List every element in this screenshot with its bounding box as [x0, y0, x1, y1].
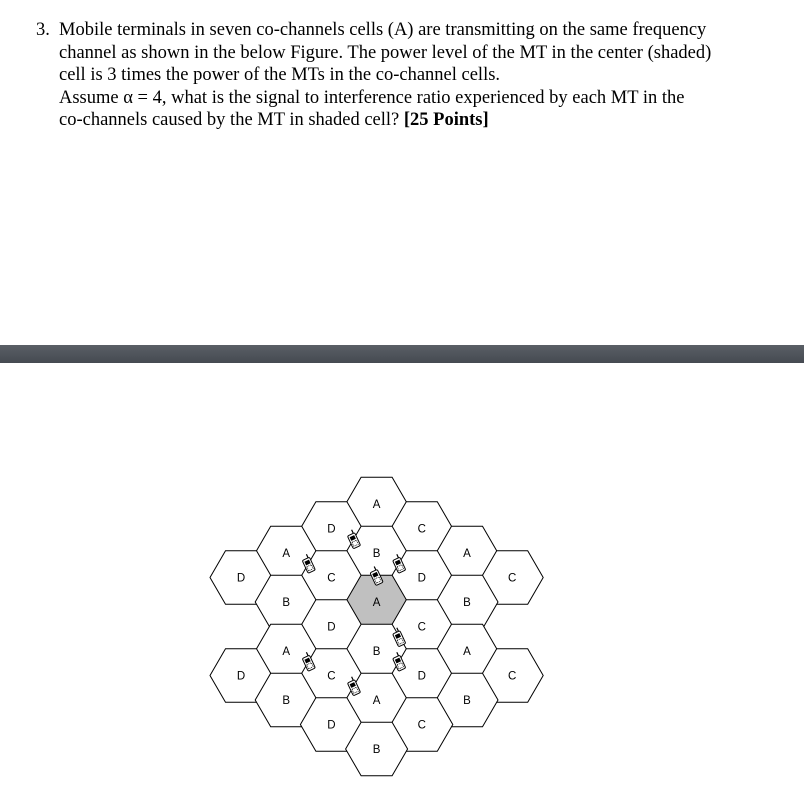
cell-label: B	[372, 548, 381, 560]
cell-label: A	[372, 695, 381, 707]
cell-label: B	[463, 597, 471, 609]
cell-label: A	[372, 499, 381, 511]
cell-label: B	[282, 695, 291, 707]
question-points: [25 Points]	[403, 110, 489, 130]
cell-label: C	[508, 572, 517, 585]
question-last-line: co-channels caused by the MT in shaded cell?	[59, 110, 400, 130]
cell-label: A	[372, 597, 381, 609]
question-number: 3.	[36, 20, 50, 40]
cell-label: C	[327, 572, 336, 585]
cell-label: C	[417, 719, 426, 732]
cell-label: C	[508, 670, 517, 683]
question-line: Mobile terminals in seven co-channels cells (A) are transmitting on the same frequency	[59, 20, 707, 40]
cell-label: B	[372, 646, 381, 658]
cell-label: B	[463, 695, 471, 707]
cell-label: A	[282, 646, 291, 658]
question-line: channel as shown in the below Figure. The power level of the MT in the center (shaded)	[59, 42, 712, 63]
cell-label: C	[417, 621, 426, 634]
cell-label: D	[327, 719, 336, 732]
cell-label: D	[417, 572, 426, 585]
question-line: Assume α = 4, what is the signal to interference ratio experienced by each MT in the	[59, 87, 685, 108]
cell-label: C	[417, 523, 426, 536]
cell-label: A	[463, 548, 471, 560]
cell-label: B	[372, 744, 381, 756]
cell-label: A	[282, 548, 291, 560]
cell-label: D	[327, 621, 336, 634]
question-line: cell is 3 times the power of the MTs in the co-channel cells.	[59, 65, 501, 85]
cell-label: D	[236, 572, 246, 585]
cell-label: B	[282, 597, 291, 609]
cell-label: D	[417, 670, 426, 683]
cell-label: D	[327, 523, 336, 536]
cell-label: C	[327, 670, 336, 683]
cell-label: D	[236, 670, 246, 683]
cell-label: A	[463, 646, 471, 658]
